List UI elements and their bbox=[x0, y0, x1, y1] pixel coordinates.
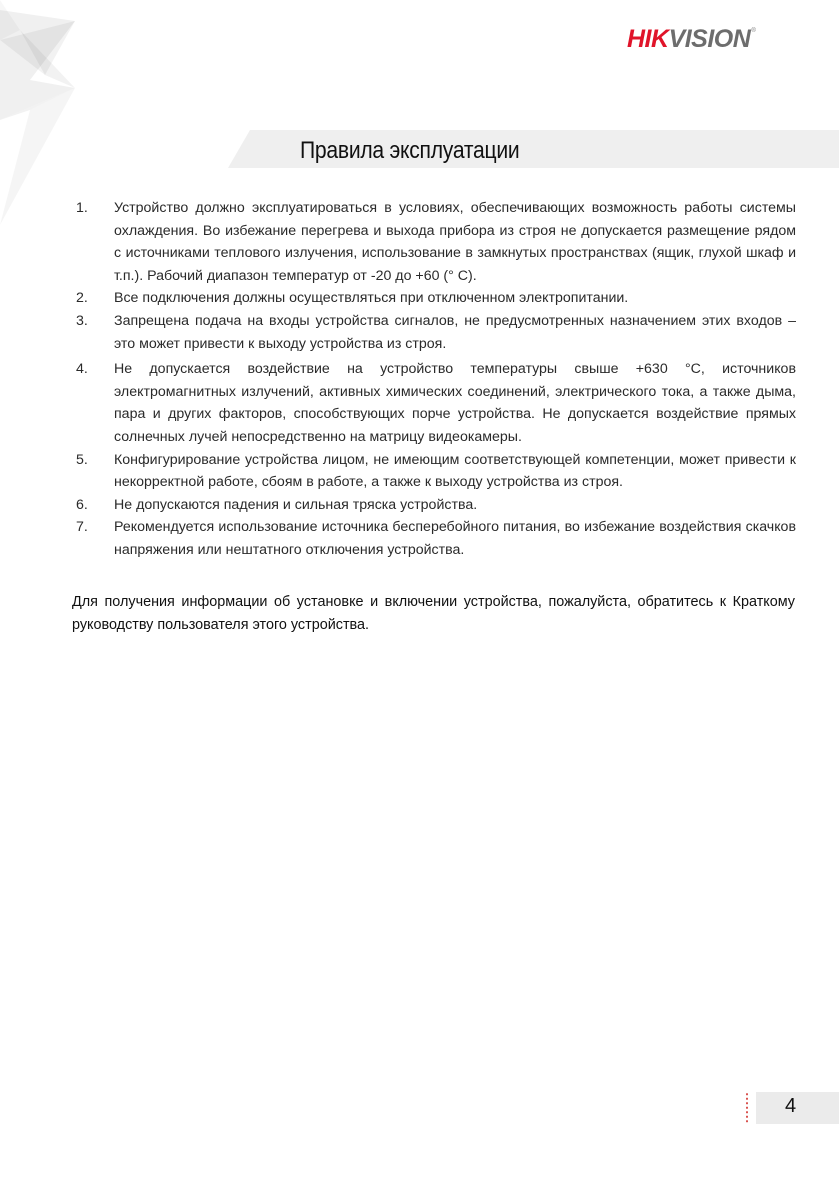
rule-number: 4. bbox=[76, 361, 88, 378]
quick-guide-note: Для получения информации об установке и включении устройства, пожалуйста, обратитесь к Краткому руководству пользователя этого устройства. bbox=[72, 594, 795, 633]
rule-item-6 bbox=[76, 494, 796, 517]
section-title: Правила эксплуатации bbox=[300, 137, 520, 164]
rule-item-3 bbox=[76, 310, 796, 355]
rule-number: 6. bbox=[76, 496, 88, 513]
rule-item-4 bbox=[76, 358, 796, 448]
logo-part-vision: VISION bbox=[668, 25, 751, 53]
rule-text: Не допускается воздействие на устройство температуры свыше +630 °С, источников электромагнитных излучений, активных химических соединений, электрического тока, а также дыма, пара и других факторов, способствующих порче устройства. Не допускается воздействие прямых солнечных лучей непосредственно на матрицу видеокамеры. bbox=[114, 361, 796, 445]
rule-number: 2. bbox=[76, 290, 88, 307]
rule-text: Не допускаются падения и сильная тряска устройства. bbox=[114, 496, 478, 513]
rule-item-2 bbox=[76, 287, 796, 310]
registered-mark: ® bbox=[751, 28, 756, 34]
rule-number: 3. bbox=[76, 312, 88, 329]
page-number-dotted-divider bbox=[746, 1092, 748, 1124]
logo-part-hik: HIK bbox=[627, 25, 669, 53]
page-number: 4 bbox=[785, 1095, 797, 1117]
rule-item-1 bbox=[76, 197, 796, 287]
rule-item-5 bbox=[76, 449, 796, 494]
decorative-polygon-graphic bbox=[0, 0, 250, 230]
rule-item-7 bbox=[76, 516, 796, 561]
rule-text: Все подключения должны осуществляться при отключенном электропитании. bbox=[114, 290, 629, 307]
rules-list bbox=[76, 197, 796, 562]
rule-text: Конфигурирование устройства лицом, не имеющим соответствующей компетенции, может привести к некорректной работе, сбоям в работе, а также к выходу устройства из строя. bbox=[114, 451, 796, 491]
page-number-box bbox=[756, 1092, 839, 1124]
rule-number: 7. bbox=[76, 519, 88, 536]
rule-text: Рекомендуется использование источника бесперебойного питания, во избежание воздействия скачков напряжения или нештатного отключения устройства. bbox=[114, 519, 796, 558]
rule-text: Запрещена подача на входы устройства сигналов, не предусмотренных назначением этих входов – это может привести к выходу устройства из строя. bbox=[114, 312, 796, 352]
rule-number: 1. bbox=[76, 200, 88, 216]
rule-text: Устройство должно эксплуатироваться в условиях, обеспечивающих возможность работы системы охлаждения. Во избежание перегрева и выхода прибора из строя не допускается размещение рядом с источниками теплового излучения, использование в замкнутых пространствах (ящик, глухой шкаф и т.п.). Рабочий диапазон температур от -20 до +60 (° С). bbox=[114, 200, 796, 284]
hikvision-logo bbox=[627, 24, 756, 54]
rule-number: 5. bbox=[76, 451, 88, 468]
